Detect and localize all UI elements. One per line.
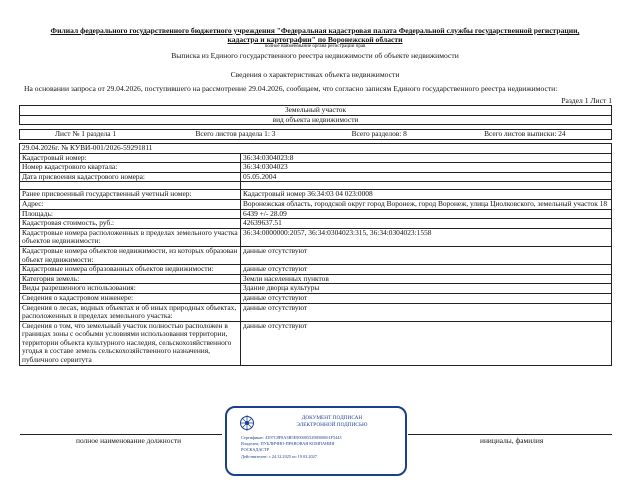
sheet-number: Лист № 1 раздела 1 bbox=[55, 129, 117, 138]
name-caption: инициалы, фамилия bbox=[480, 436, 544, 445]
section-label: Раздел 1 Лист 1 bbox=[561, 96, 612, 105]
table-row: Сведения о лесах, водных объектах и об иных природных объектах, расположенных в пределах земельного участка: данные отсутствуют bbox=[20, 303, 612, 321]
intro-text: На основании запроса от 29.04.2026, поступившего на рассмотрение 29.04.2026, сообщаем, что согласно записям Единого государственного реестра недвижимости: bbox=[24, 84, 558, 93]
position-underline bbox=[20, 434, 222, 435]
table-row: Площадь: 6439 +/- 28.09 bbox=[20, 209, 612, 219]
stamp-owner: Владелец: ПУБЛИЧНО-ПРАВОВАЯ КОМПАНИЯ bbox=[241, 441, 335, 446]
organization-line-1: Филиал федерального государственного бюджетного учреждения "Федеральная кадастровая палата Федеральной службы государственной регистрации, bbox=[50, 26, 580, 35]
roskadastr-emblem-icon bbox=[239, 414, 255, 432]
stamp-certificate: Сертификат: 4397C8F8A3B5E9000055298000001F5443 bbox=[241, 435, 342, 440]
sheet-info-table bbox=[19, 129, 612, 140]
document-subtitle: Сведения о характеристиках объекта недвижимости bbox=[230, 70, 400, 79]
stamp-heading bbox=[267, 415, 397, 429]
organization-line-2: кадастра и картографии" по Воронежской области bbox=[227, 35, 403, 44]
table-row: Кадастровые номера объектов недвижимости, из которых образован объект недвижимости: данные отсутствуют bbox=[20, 246, 612, 264]
table-row: Ранее присвоенный государственный учетный номер: Кадастровый номер 36:34:03 04 023:0008 bbox=[20, 190, 612, 200]
table-row: Виды разрешенного использования: Здание дворца культуры bbox=[20, 284, 612, 294]
document-title: Выписка из Единого государственного реестра недвижимости об объекте недвижимости bbox=[171, 51, 459, 60]
table-row: Сведения о том, что земельный участок полностью расположен в границах зоны с особыми условиями использования территории, территории объекта культурного наследия, сельскохозяйственного угодья в составе земель сельскохозяйственного назначения, публичного сервитута данные отсутствуют bbox=[20, 321, 612, 365]
organization-caption: полное наименование органа регистрации прав bbox=[264, 44, 366, 49]
table-row: Категория земель: Земли населенных пунктов bbox=[20, 274, 612, 284]
total-sections: Всего разделов: 8 bbox=[351, 129, 407, 138]
organization-name bbox=[0, 26, 630, 44]
name-underline bbox=[408, 434, 612, 435]
characteristics-table bbox=[19, 143, 612, 366]
document-reference: 29.04.2026г. № КУВИ-001/2026-59291811 bbox=[20, 144, 612, 154]
stamp-owner-2: РОСКАДАСТР bbox=[241, 447, 270, 452]
total-extract-sheets: Всего листов выписки: 24 bbox=[484, 129, 566, 138]
table-row: Кадастровая стоимость, руб.: 42639637.51 bbox=[20, 219, 612, 229]
electronic-signature-stamp bbox=[225, 406, 407, 476]
table-row: Кадастровые номера расположенных в пределах земельного участка объектов недвижимости: 36:34:0000000:2057, 36:34:0304023:315, 36:34:0304023:1558 bbox=[20, 228, 612, 246]
object-kind-caption: вид объекта недвижимости bbox=[20, 115, 612, 125]
object-kind-table bbox=[19, 105, 612, 125]
stamp-heading-1: ДОКУМЕНТ ПОДПИСАН bbox=[301, 415, 363, 421]
table-row: Номер кадастрового квартала: 36:34:0304023 bbox=[20, 163, 612, 173]
table-row: Адрес: Воронежская область, городской округ город Воронеж, город Воронеж, улица Циолковского, земельный участок 18 bbox=[20, 199, 612, 209]
table-row: Сведения о кадастровом инженере: данные отсутствуют bbox=[20, 293, 612, 303]
object-kind: Земельный участок bbox=[20, 106, 612, 116]
table-row: Кадастровые номера образованных объектов недвижимости: данные отсутствуют bbox=[20, 265, 612, 275]
table-row: Кадастровый номер: 36:34:0304023:8 bbox=[20, 153, 612, 163]
position-caption: полное наименование должности bbox=[76, 436, 182, 445]
stamp-heading-2: ЭЛЕКТРОННОЙ ПОДПИСЬЮ bbox=[296, 422, 368, 428]
stamp-validity: Действителен: с 24.12.2025 по 19.03.2027 bbox=[241, 454, 317, 459]
table-row: Дата присвоения кадастрового номера: 05.05.2004 bbox=[20, 172, 612, 182]
total-section-sheets: Всего листов раздела 1: 3 bbox=[195, 129, 276, 138]
